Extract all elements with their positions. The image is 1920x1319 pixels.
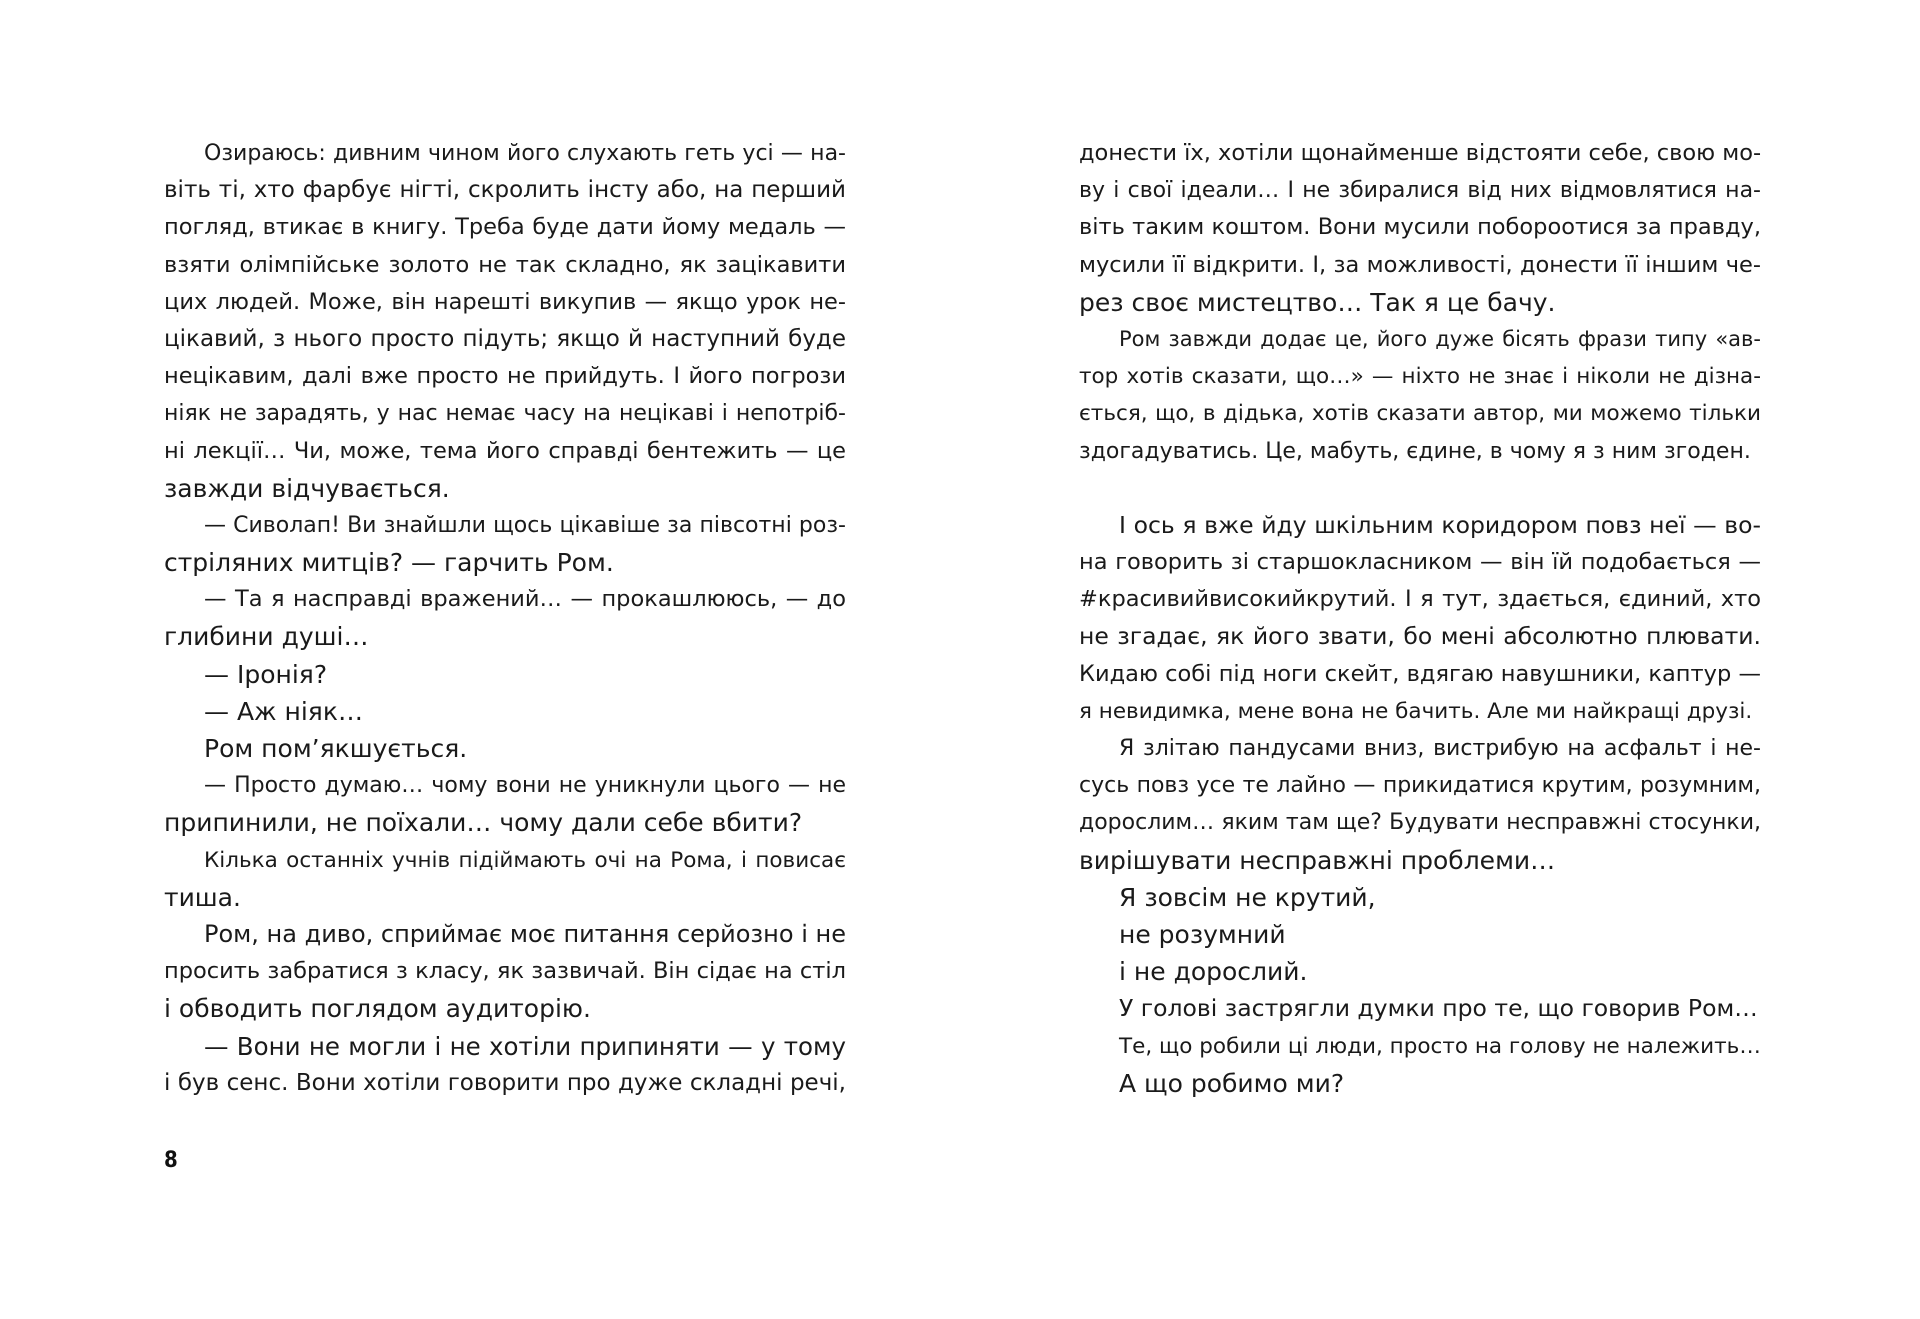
text-line: Кидаю собі під ноги скейт, вдягаю навушники, каптур —: [1079, 660, 1761, 687]
text-line: завжди відчувається.: [164, 473, 450, 503]
text-line: стріляних митців? — гарчить Ром.: [164, 548, 614, 578]
text-line: — Іронія?: [204, 659, 328, 689]
text-line: У голові застрягли думки про те, що говорив Ром…: [1119, 994, 1758, 1023]
text-line: — Та я насправді вражений… — прокашлююсь, — до: [204, 586, 846, 613]
text-line: і обводить поглядом аудиторію.: [164, 994, 591, 1024]
text-line: ву і свої ідеали… І не збиралися від них відмовлятися на-: [1079, 178, 1761, 204]
text-line: просить забратися з класу, як зазвичай. Він сідає на стіл: [164, 958, 846, 985]
text-line: — Вони не могли і не хотіли припиняти — у тому: [204, 1031, 846, 1061]
text-line: ні лекції… Чи, може, тема його справді бентежить — це: [164, 437, 846, 464]
right-page: [960, 0, 1920, 1319]
text-line: Кілька останніх учнів підіймають очі на Рома, і повисає: [204, 847, 846, 873]
text-line: рез своє мистецтво… Так я це бачу.: [1079, 287, 1556, 317]
text-line: і був сенс. Вони хотіли говорити про дуже складні речі,: [164, 1069, 846, 1096]
text-line: сусь повз усе те лайно — прикидатися крутим, розумним,: [1079, 773, 1761, 799]
text-line: Ром пом’якшується.: [204, 734, 468, 763]
text-line: А що робимо ми?: [1119, 1068, 1345, 1098]
text-line: дорослим… яким там ще? Будувати несправжні стосунки,: [1079, 810, 1761, 836]
text-line: І ось я вже йду шкільним коридором повз неї — во-: [1119, 510, 1761, 539]
text-line: Ром завжди додає це, його дуже бісять фрази типу «ав-: [1119, 326, 1761, 351]
text-line: не розумний: [1119, 919, 1286, 949]
text-line: нецікавим, далі вже просто не прийдуть. І його погрози: [164, 363, 846, 390]
text-line: Я зовсім не крутий,: [1119, 882, 1376, 912]
text-line: на говорить зі старшокласником — він їй подобається —: [1079, 549, 1761, 576]
text-line: #красивийвисокийкрутий. І я тут, здається, єдиний, хто: [1079, 586, 1761, 613]
text-line: цікавий, з нього просто підуть; якщо й наступний буде: [164, 325, 846, 352]
text-line: віть ті, хто фарбує нігті, скролить інсту або, на перший: [164, 177, 846, 204]
text-line: цих людей. Може, він нарешті викупив — якщо урок не-: [164, 288, 846, 315]
text-line: мусили її відкрити. І, за можливості, донести її іншим че-: [1079, 251, 1761, 278]
text-line: Ром, на диво, сприймає моє питання серйозно і не: [204, 919, 846, 948]
left-page-text-column: [164, 135, 846, 1102]
text-line: припинили, не поїхали… чому дали себе вбити?: [164, 808, 803, 838]
text-line: глибини душі…: [164, 622, 369, 652]
text-line: — Просто думаю… чому вони не уникнули цього — не: [204, 773, 846, 799]
text-line: вирішувати несправжні проблеми…: [1079, 845, 1556, 875]
text-line: не згадає, як його звати, бо мені абсолютно плювати.: [1079, 622, 1761, 651]
text-line: я невидимка, мене вона не бачить. Але ми найкращі друзі.: [1079, 698, 1753, 724]
text-line: — Сиволап! Ви знайшли щось цікавіше за півсотні роз-: [204, 512, 846, 538]
text-line: тиша.: [164, 882, 241, 912]
text-line: віть таким коштом. Вони мусили побороотися за правду,: [1079, 214, 1761, 241]
text-line: тор хотів сказати, що…» — ніхто не знає і ніколи не дізна-: [1079, 364, 1761, 390]
right-page-text-column: [1079, 135, 1761, 1102]
text-line: і не дорослий.: [1119, 957, 1308, 987]
text-line: взяти олімпійське золото не так складно, як зацікавити: [164, 251, 846, 278]
text-line: [1079, 470, 1761, 507]
text-line: Озираюсь: дивним чином його слухають геть усі — на-: [204, 141, 846, 166]
text-line: здогадуватись. Це, мабуть, єдине, в чому я з ним згоден.: [1079, 438, 1751, 464]
text-line: — Аж ніяк…: [204, 696, 363, 726]
text-line: донести їх, хотіли щонайменше відстояти себе, свою мо-: [1079, 140, 1762, 166]
page-number: 8: [164, 1148, 178, 1173]
text-line: Те, що робили ці люди, просто на голову не належить…: [1119, 1033, 1761, 1059]
text-line: Я злітаю пандусами вниз, вистрибую на асфальт і не-: [1119, 736, 1761, 761]
text-line: ніяк не зарадять, у нас немає часу на нецікаві і непотріб-: [164, 401, 846, 427]
text-line: ється, що, в дідька, хотів сказати автор, ми можемо тільки: [1079, 401, 1761, 427]
text-line: погляд, втикає в книгу. Треба буде дати йому медаль —: [164, 214, 846, 241]
